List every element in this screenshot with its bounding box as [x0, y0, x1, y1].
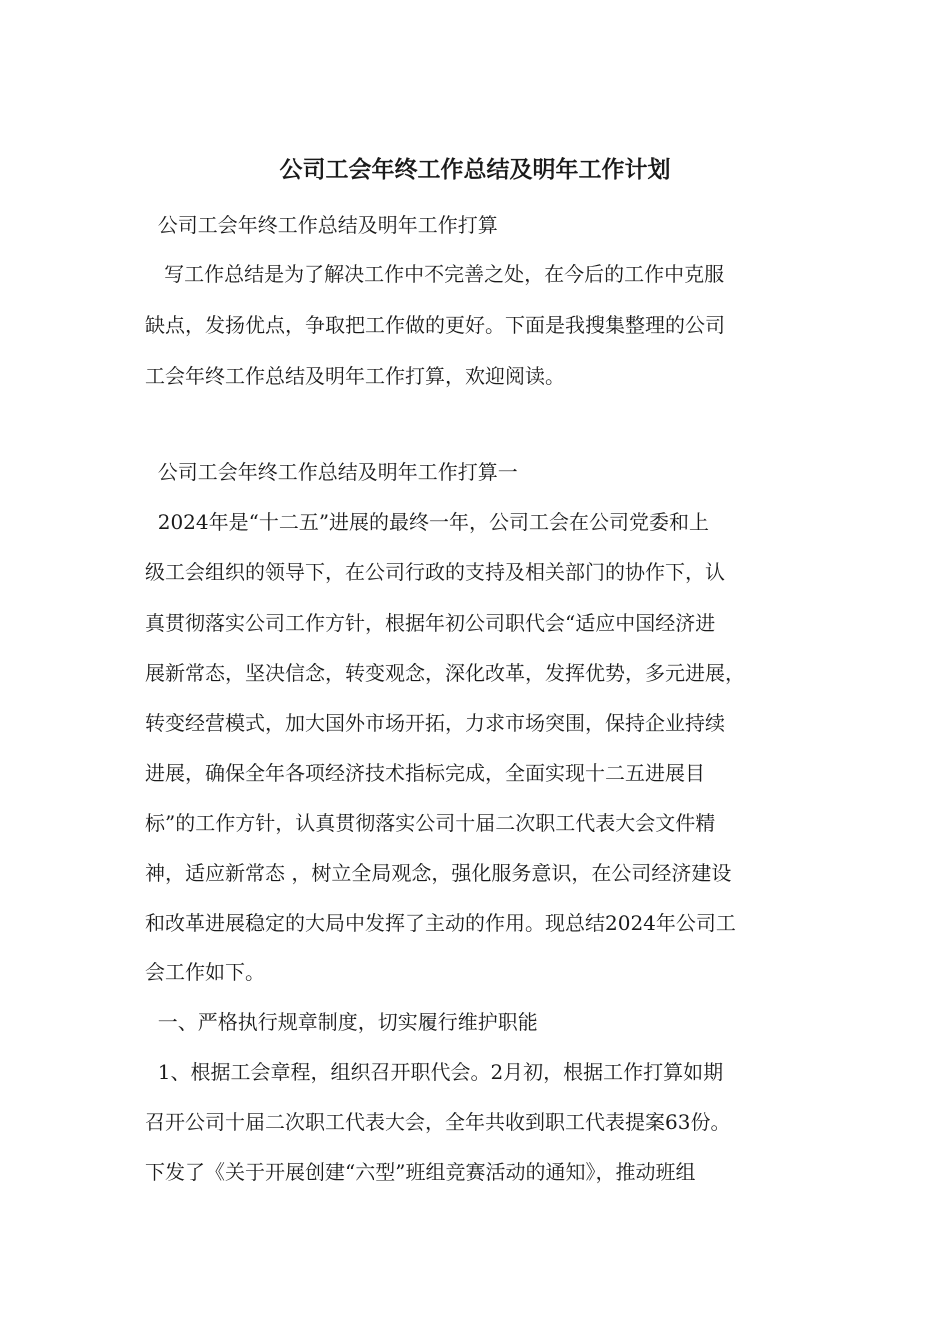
paragraph-line: 2024年是“十二五”进展的最终一年，公司工会在公司党委和上 — [145, 510, 710, 534]
paragraph-line: 1、根据工会章程，组织召开职代会。2月初，根据工作打算如期 — [145, 1060, 724, 1084]
section-heading-line: 一、严格执行规章制度，切实履行维护职能 — [145, 1010, 538, 1034]
paragraph-line: 下发了《关于开展创建“六型”班组竞赛活动的通知》，推动班组 — [145, 1160, 696, 1184]
paragraph-line: 会工作如下。 — [145, 960, 265, 984]
paragraph-line: 和改革进展稳定的大局中发挥了主动的作用。现总结2024年公司工 — [145, 911, 736, 935]
paragraph-line: 转变经营模式，加大国外市场开拓，力求市场突围，保持企业持续 — [145, 711, 725, 735]
paragraph-line: 标”的工作方针，认真贯彻落实公司十届二次职工代表大会文件精 — [145, 811, 716, 835]
document-title: 公司工会年终工作总结及明年工作计划 — [279, 156, 671, 183]
paragraph-line: 缺点，发扬优点，争取把工作做的更好。下面是我搜集整理的公司 — [145, 313, 725, 337]
paragraph-line: 工会年终工作总结及明年工作打算，欢迎阅读。 — [145, 364, 565, 388]
subtitle-line: 公司工会年终工作总结及明年工作打算 — [145, 213, 498, 237]
section-heading-line: 公司工会年终工作总结及明年工作打算一 — [145, 460, 518, 484]
paragraph-line: 真贯彻落实公司工作方针，根据年初公司职代会“适应中国经济进 — [145, 611, 716, 635]
paragraph-line: 进展，确保全年各项经济技术指标完成，全面实现十二五进展目 — [145, 761, 705, 785]
paragraph-line: 召开公司十届二次职工代表大会，全年共收到职工代表提案63份。 — [145, 1110, 731, 1134]
paragraph-line: 级工会组织的领导下，在公司行政的支持及相关部门的协作下，认 — [145, 560, 725, 584]
paragraph-line: 展新常态，坚决信念，转变观念，深化改革，发挥优势，多元进展， — [145, 661, 745, 685]
paragraph-line: 写工作总结是为了解决工作中不完善之处，在今后的工作中克服 — [145, 262, 725, 286]
paragraph-line: 神，适应新常态 ，树立全局观念，强化服务意识，在公司经济建设 — [145, 861, 732, 885]
